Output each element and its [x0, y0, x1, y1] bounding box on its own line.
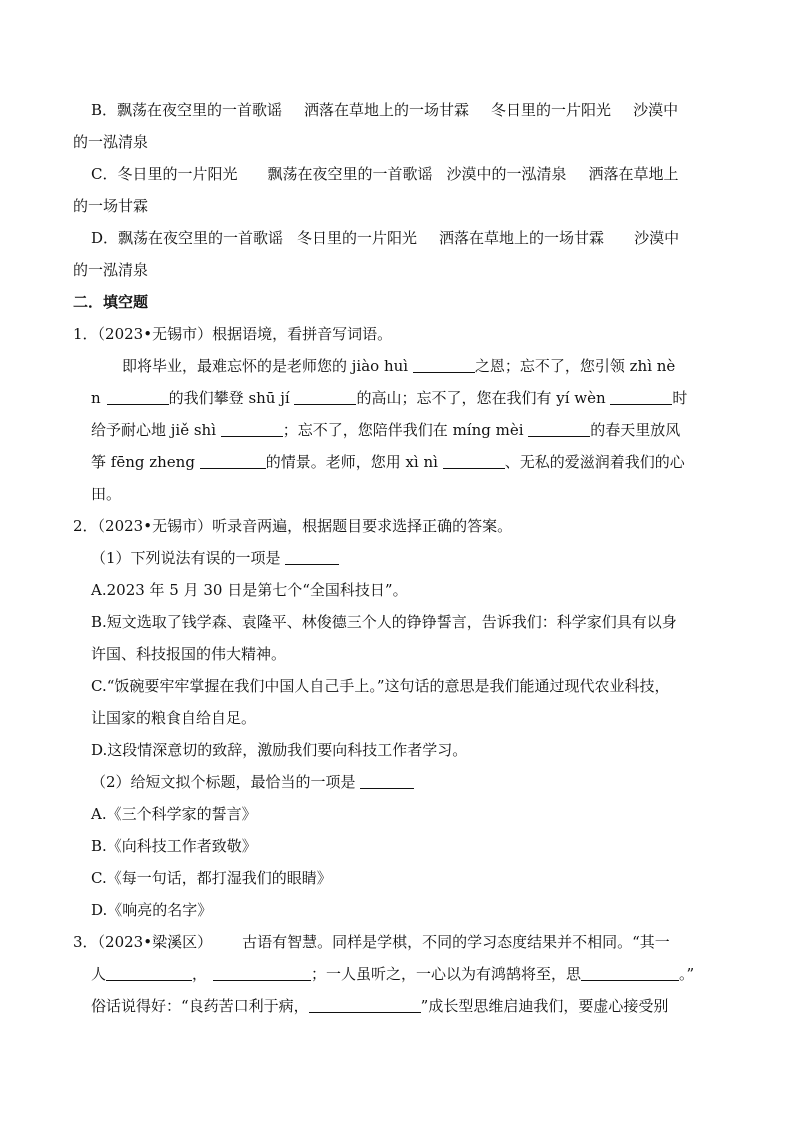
- option-b-part2: 洒落在草地上的一场甘霖: [304, 101, 470, 119]
- option-b-part3: 冬日里的一片阳光: [491, 101, 612, 119]
- option-b-line1: [91, 100, 678, 120]
- q1-line3: [91, 420, 680, 440]
- q1-text: 的高山；忘不了，您在我们有 yí wèn: [356, 389, 611, 407]
- q2-header: 2．（2023•无锡市）听录音两遍，根据题目要求选择正确的答案。: [73, 517, 513, 535]
- option-d-part3: 洒落在草地上的一场甘霖: [439, 229, 605, 247]
- option-d-line1: [91, 228, 679, 248]
- q1-text: n: [91, 389, 101, 407]
- q2-s1-option-b-line1: B.短文选取了钱学森、袁隆平、林俊德三个人的铮铮誓言，告诉我们：科学家们具有以身: [91, 613, 677, 631]
- q1-line2: [91, 388, 687, 408]
- option-d-part2: 冬日里的一片阳光: [297, 229, 418, 247]
- q3-text: 俗话说得好：“良药苦口利于病，: [91, 997, 309, 1015]
- q3-header: 3．（2023•梁溪区）: [73, 933, 213, 951]
- q1-text: 筝 fēng zheng: [91, 453, 200, 471]
- answer-blank[interactable]: [294, 390, 356, 405]
- q1-text: 即将毕业，最难忘怀的是老师您的 jiào huì: [122, 357, 413, 375]
- q2-s1-option-a: A.2023 年 5 月 30 日是第七个“全国科技日”。: [91, 581, 408, 599]
- answer-blank[interactable]: [213, 966, 311, 981]
- answer-blank[interactable]: [443, 454, 505, 469]
- option-c-part2: 飘荡在夜空里的一首歌谣: [267, 165, 433, 183]
- q3-text: 古语有智慧。同样是学棋，不同的学习态度结果并不相同。“其一: [242, 933, 670, 951]
- option-d-line2: 的一泓清泉: [73, 261, 149, 279]
- q2-s1-option-d: D.这段情深意切的致辞，激励我们要向科技工作者学习。: [91, 741, 468, 759]
- option-b-part4: 沙漠中: [633, 101, 679, 119]
- option-d-part4: 沙漠中: [634, 229, 680, 247]
- option-c-line1: [91, 164, 679, 184]
- q1-text: 、无私的爱滋润着我们的心: [504, 453, 685, 471]
- q1-text: 时: [672, 389, 688, 407]
- q3-text: ；一人虽听之，一心以为有鸿鹄将至，思: [311, 965, 582, 983]
- answer-blank[interactable]: [106, 966, 192, 981]
- answer-blank[interactable]: [221, 422, 283, 437]
- q1-text: 的春天里放风: [590, 421, 681, 439]
- q1-text: 的我们攀登 shū jí: [168, 389, 295, 407]
- q2-sub1-text: （1）下列说法有误的一项是: [91, 549, 286, 567]
- option-b-part1: B．飘荡在夜空里的一首歌谣: [91, 101, 283, 119]
- option-c-part4: 洒落在草地上: [588, 165, 679, 183]
- q2-s2-option-b: B.《向科技工作者致敬》: [91, 837, 257, 855]
- q2-s2-option-d: D.《响亮的名字》: [91, 901, 213, 919]
- q2-s1-option-c-line2: 让国家的粮食自给自足。: [91, 709, 257, 727]
- answer-blank[interactable]: [309, 998, 421, 1013]
- q2-s2-option-a: A.《三个科学家的誓言》: [91, 805, 257, 823]
- q1-line4: [91, 452, 685, 472]
- q3-line3: [91, 996, 668, 1016]
- answer-blank[interactable]: [285, 550, 339, 565]
- q3-text: ”成长型思维启迪我们，要虚心接受别: [420, 997, 669, 1015]
- q3-text: 人: [91, 965, 107, 983]
- answer-blank[interactable]: [610, 390, 672, 405]
- q1-header: 1．（2023•无锡市）根据语境，看拼音写词语。: [73, 325, 393, 343]
- answer-blank[interactable]: [200, 454, 266, 469]
- q2-s2-option-c: C.《每一句话，都打湿我们的眼睛》: [91, 869, 332, 887]
- q3-text: ，: [192, 965, 208, 983]
- option-c-line2: 的一场甘霖: [73, 197, 149, 215]
- section-title: 二．填空题: [73, 293, 149, 311]
- q1-text: 的情景。老师，您用 xì nì: [265, 453, 443, 471]
- q1-line1: [122, 356, 675, 376]
- q1-line5: 田。: [91, 485, 122, 503]
- option-d-part1: D．飘荡在夜空里的一首歌谣: [91, 229, 284, 247]
- q1-text: 之恩；忘不了，您引领 zhì nè: [474, 357, 676, 375]
- q2-s1-option-c-line1: C.“饭碗要牢牢掌握在我们中国人自己手上。”这句话的意思是我们能通过现代农业科技，: [91, 677, 670, 695]
- q3-line2: [91, 964, 694, 984]
- option-c-part3: 沙漠中的一泓清泉: [446, 165, 567, 183]
- answer-blank[interactable]: [360, 774, 414, 789]
- answer-blank[interactable]: [107, 390, 169, 405]
- q3-text: 。”: [679, 965, 695, 983]
- q1-text: ；忘不了，您陪伴我们在 míng mèi: [282, 421, 529, 439]
- answer-blank[interactable]: [581, 966, 679, 981]
- q2-sub1: [91, 548, 339, 568]
- answer-blank[interactable]: [413, 358, 475, 373]
- option-b-line2: 的一泓清泉: [73, 133, 149, 151]
- q2-sub2: [91, 772, 414, 792]
- q3-line1: [73, 932, 670, 952]
- q1-text: 给予耐心地 jiě shì: [91, 421, 221, 439]
- answer-blank[interactable]: [528, 422, 590, 437]
- q2-s1-option-b-line2: 许国、科技报国的伟大精神。: [91, 645, 287, 663]
- q2-sub2-text: （2）给短文拟个标题，最恰当的一项是: [91, 773, 361, 791]
- option-c-part1: C．冬日里的一片阳光: [91, 165, 238, 183]
